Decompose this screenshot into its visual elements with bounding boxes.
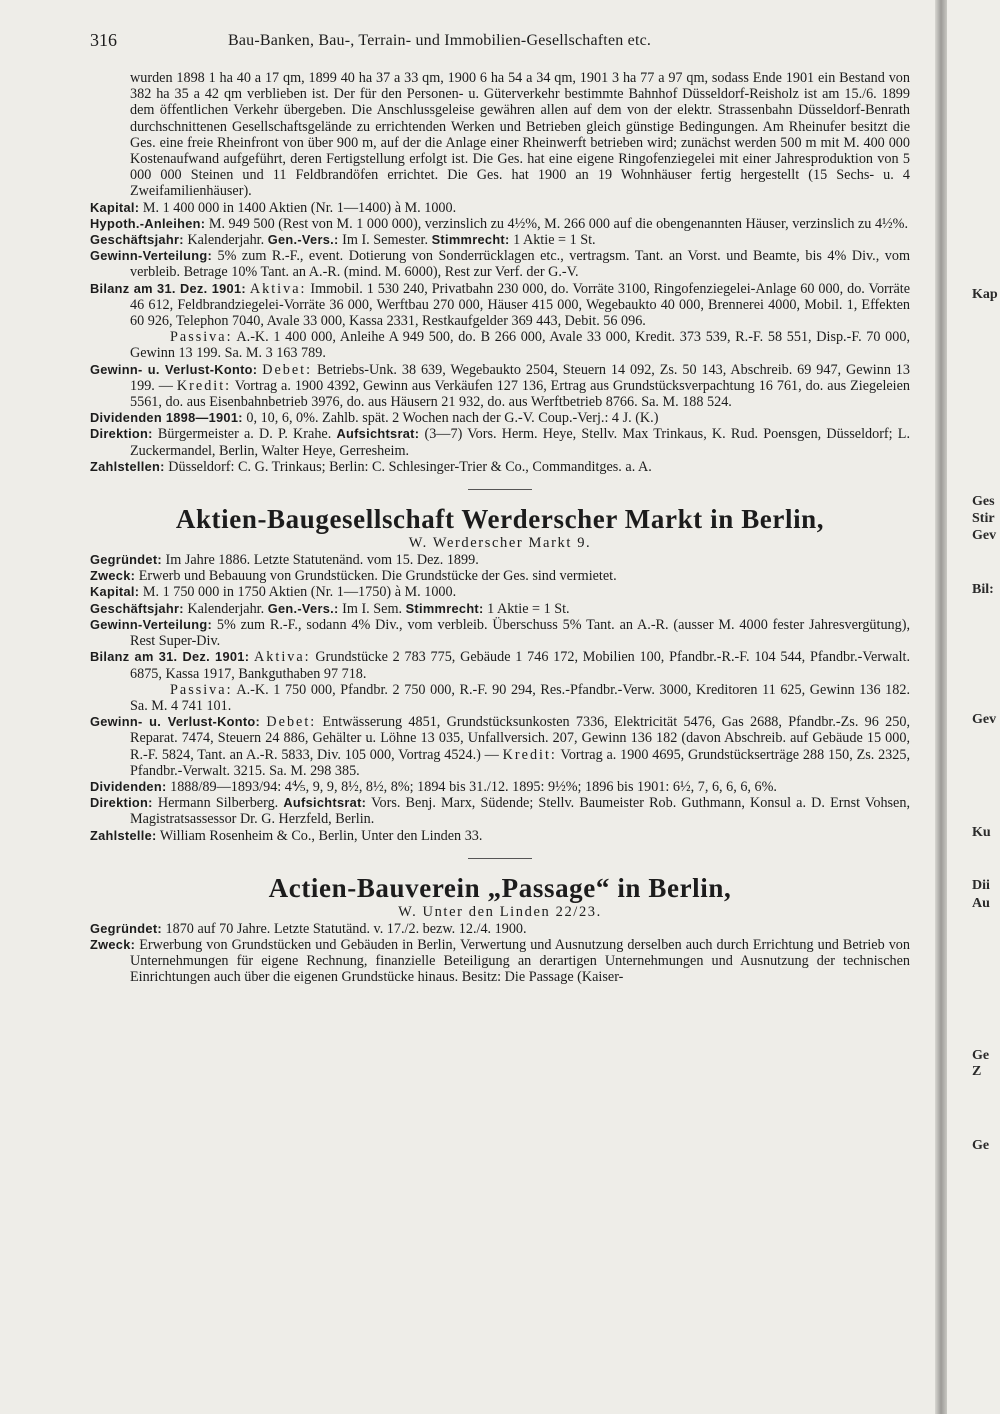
kapital-line	[90, 200, 910, 216]
kredit-text: Vortrag a. 1900 4392, Gewinn aus Verkäufen 127 136, Ertrag aus Grundstücksverpachtung 16 761, do. aus Ziegeleien 5561, do. aus Eisenbahnbetrieb 3976, do. aus Häusern 21 932, do. aus Werftbetrieb 8766. Sa. M. 188 524.	[130, 377, 911, 411]
gegruendet-line	[90, 552, 910, 568]
entry-passage	[90, 873, 910, 986]
bilanz-label: Bilanz am 31. Dez. 1901:	[90, 649, 250, 665]
intro-paragraph: wurden 1898 1 ha 40 a 17 qm, 1899 40 ha 37 a 33 qm, 1900 6 ha 54 a 34 qm, 1901 3 ha 77 a 97 qm, sodass Ende 1901 ein Bestand von 382 ha 35 a 42 qm verblieben ist. Der für den Personen- u. Güterverkehr bestimmte Bahnhof Düsseldorf-Reisholz ist am 15./6. 1899 dem öffentlichen Verkehr übergeben. Die Anschlussgeleise gewähren allen auf dem von der elektr. Strassenbahn Düsseldorf-Benrath durchschnittenen Gesellschaftsgelände zu errichtenden Werken und Betrieben gleich günstige Bedingungen. Am Rheinufer besitzt die Ges. eine freie Rheinfront von über 900 m, auf der die Anlage einer Rheinwerft betrieben wird; zunächst werden 500 m mit M. 400 000 Kostenaufwand aufgeführt, deren Fertigstellung erfolgt ist. Die Ges. hat eine eigene Ringofenziegelei mit einer Jahresproduktion von 5 000 000 Steinen und 11 Feldbrandöfen errichtet. Die Ges. hat 1900 an 19 Wohnhäuser fertig hergestellt (15 Sechs- u. 4 Zweifamilienhäuser).	[130, 70, 910, 200]
bilanz-line	[90, 649, 910, 681]
next-page-fragment: Kap	[972, 287, 998, 302]
page-number: 316	[90, 30, 117, 50]
company-title: Aktien-Baugesellschaft Werderscher Markt in Berlin,	[175, 504, 825, 535]
entry-werderscher-markt	[90, 504, 910, 844]
geschaeftsjahr-line	[90, 601, 910, 617]
zweck-text: Erwerbung von Grundstücken und Gebäuden in Berlin, Verwertung und Ausnutzung derselben auch durch Errichtung und Betrieb von Unternehmungen für eigene Rechnung, finanzielle Beteiligung an derartigen Unternehmungen und Ausnutzung der technischen Einrichtungen auch über die eigenen Grundstücke hinaus. Besitz: Die Passage (Kaiser-	[130, 936, 910, 986]
dividenden-line	[90, 779, 910, 795]
next-page-edge	[947, 0, 1000, 1414]
next-page-fragment: Bil:	[972, 582, 994, 597]
zweck-label: Zweck:	[90, 568, 136, 584]
gewinn-text: 5% zum R.-F., event. Dotierung von Sonderrücklagen etc., vertragsm. Tant. an Vorst. und Beamte, bis 4% Div., vom verbleib. Betrage 10% Tant. an A.-R. (mind. M. 6000), Rest zur Verf. der G.-V.	[130, 248, 910, 281]
company-address: W. Werderscher Markt 9.	[408, 535, 592, 552]
direktion-text: Bürgermeister a. D. P. Krahe.	[157, 426, 332, 443]
gegruendet-line	[90, 921, 910, 937]
zahl-label: Zahlstellen:	[90, 458, 165, 474]
zahl-label: Zahlstelle:	[90, 827, 157, 843]
zweck-line	[90, 937, 910, 986]
page-content	[90, 70, 910, 986]
company-address: W. Unter den Linden 22/23.	[398, 903, 602, 920]
bilanz-label: Bilanz am 31. Dez. 1901:	[90, 280, 246, 296]
kapital-label: Kapital:	[90, 584, 140, 600]
passiva-label: Passiva:	[170, 681, 233, 698]
debet-text: Betriebs-Unk. 38 639, Wegebaukto 2504, Steuern 14 092, Zs. 50 143, Abschreib. 69 947, Gewinn 13 199. —	[130, 361, 910, 394]
stimm-label: Stimmrecht:	[431, 232, 510, 248]
direktion-label: Direktion:	[90, 795, 153, 811]
stimm-text: 1 Aktie = 1 St.	[487, 600, 570, 617]
entry-continued	[90, 70, 910, 475]
aktiva-label: Aktiva:	[254, 649, 311, 666]
gewinn-label: Gewinn-Verteilung:	[90, 616, 213, 632]
zahlstellen-line	[90, 459, 910, 475]
zweck-text: Erwerb und Bebauung von Grundstücken. Die Grundstücke der Ges. sind vermietet.	[138, 568, 617, 585]
next-page-fragment: Au	[972, 896, 990, 911]
gj-text: Kalenderjahr.	[187, 232, 265, 249]
direktion-text: Hermann Silberberg.	[157, 795, 279, 812]
gj-label: Geschäftsjahr:	[90, 232, 184, 248]
gewinn-verteilung-line	[90, 248, 910, 280]
aktiva-text: Immobil. 1 530 240, Privatbahn 230 000, do. Vorräte 3100, Ringofenziegelei-Anlage 60 000, do. Vorräte 46 612, Feldbrandziegelei-Vorräte 36 000, Werftbau 270 000, Häuser 415 000, Wegebaukto 40 000, Brennerei 4000, Mobil. 1, Effekten 60 926, Telephon 7040, Avale 33 000, Kassa 2331, Restkaufgelder 369 443, Debit. 56 096.	[130, 280, 911, 330]
passiva-text: A.-K. 1 750 000, Pfandbr. 2 750 000, R.-F. 90 294, Res.-Pfandbr.-Verw. 3000, Kreditoren 11 625, Gewinn 136 182. Sa. M. 4 741 101.	[130, 681, 910, 714]
next-page-fragment: Gev	[972, 712, 997, 727]
section-divider	[468, 858, 532, 859]
gj-text: Kalenderjahr.	[187, 600, 265, 617]
div-text: 0, 10, 6, 0%. Zahlb. spät. 2 Wochen nach der G.-V. Coup.-Verj.: 4 J. (K.)	[246, 410, 659, 427]
direktion-label: Direktion:	[90, 426, 153, 442]
passiva-line	[90, 682, 910, 714]
stimm-text: 1 Aktie = 1 St.	[513, 232, 596, 249]
book-gutter	[935, 0, 947, 1414]
next-page-fragment: Ge	[972, 1048, 990, 1063]
guv-label: Gewinn- u. Verlust-Konto:	[90, 714, 261, 730]
passiva-label: Passiva:	[170, 329, 233, 346]
debet-label: Debet:	[262, 361, 313, 378]
stimm-label: Stimmrecht:	[405, 600, 484, 616]
zweck-label: Zweck:	[90, 936, 136, 952]
gewinn-verteilung-line	[90, 617, 910, 649]
gegr-text: Im Jahre 1886. Letzte Statutenänd. vom 15. Dez. 1899.	[165, 552, 479, 569]
ar-label: Aufsichtsrat:	[283, 795, 367, 811]
hypoth-label: Hypoth.-Anleihen:	[90, 215, 206, 231]
div-text: 1888/89—1893/94: 4⅘, 9, 9, 8½, 8½, 8%; 1894 bis 31./12. 1895: 9½%; 1896 bis 1901: 6½, 7, 6, 6, 6, 6%.	[170, 778, 777, 795]
direktion-line	[90, 426, 910, 458]
debet-text: Entwässerung 4851, Grundstücksunkosten 7336, Elektricität 5476, Gas 2688, Pfandbr.-Zs. 96 250, Reparat. 7474, Steuern 24 886, Gehälter u. Löhne 13 035, Unfallversich. 207, Gewinn 136 182 (davon Abschreib. auf Gebäude 15 000, R.-F. 5824, Tant. an A.-R. 5833, Div. 105 000, Vortrag 4524.) —	[130, 714, 910, 763]
bilanz-line	[90, 281, 910, 330]
kapital-label: Kapital:	[90, 199, 140, 215]
gegr-label: Gegründet:	[90, 920, 162, 936]
guv-line	[90, 362, 910, 411]
gv-label: Gen.-Vers.:	[267, 600, 339, 616]
aktiva-label: Aktiva:	[249, 280, 307, 297]
passiva-line	[90, 329, 910, 361]
next-page-fragment: Z	[972, 1064, 982, 1079]
dividenden-line	[90, 410, 910, 426]
passiva-text: A.-K. 1 400 000, Anleihe A 949 500, do. B 266 000, Avale 33 000, Kredit. 373 539, R.-F. 58 551, Disp.-F. 70 000, Gewinn 13 199. Sa. M. 3 163 789.	[130, 329, 910, 362]
ar-text: (3—7) Vors. Herm. Heye, Stellv. Max Trinkaus, K. Rud. Poensgen, Düsseldorf; L. Zuckermandel, Berlin, Walter Heye, Gerresheim.	[130, 426, 910, 459]
kapital-text: M. 1 400 000 in 1400 Aktien (Nr. 1—1400) à M. 1000.	[142, 199, 457, 216]
next-page-fragment: Stir	[972, 511, 995, 526]
guv-line	[90, 714, 910, 779]
gv-label: Gen.-Vers.:	[267, 232, 339, 248]
hypoth-text: M. 949 500 (Rest von M. 1 000 000), verzinslich zu 4½%, M. 266 000 auf die obengenannten Häuser, verzinslich zu 4½%.	[208, 215, 909, 232]
gewinn-label: Gewinn-Verteilung:	[90, 248, 213, 264]
div-label: Dividenden:	[90, 778, 167, 794]
geschaeftsjahr-line	[90, 232, 910, 248]
gegr-text: 1870 auf 70 Jahre. Letzte Statutänd. v. 17./2. bezw. 12./4. 1900.	[165, 920, 527, 937]
next-page-fragment: Ku	[972, 825, 991, 840]
next-page-fragment: Ge	[972, 1138, 990, 1153]
div-label: Dividenden 1898—1901:	[90, 410, 243, 426]
debet-label: Debet:	[266, 714, 317, 731]
next-page-fragment: Ges	[972, 494, 995, 509]
kredit-label: Kredit:	[176, 377, 232, 394]
kredit-text: Vortrag a. 1900 4695, Grundstückserträge 288 150, Zs. 2325, Pfandbr.-Verwalt. 3215. Sa. M. 298 385.	[130, 746, 911, 779]
ar-label: Aufsichtsrat:	[336, 426, 420, 442]
guv-label: Gewinn- u. Verlust-Konto:	[90, 361, 258, 377]
gewinn-text: 5% zum R.-F., sodann 4% Div., vom verbleib. Überschuss 5% Tant. an A.-R. (ausser M. 4000 fester Jahresvergütung), Rest Super-Div.	[130, 616, 911, 650]
gj-label: Geschäftsjahr:	[90, 600, 184, 616]
zahl-text: Düsseldorf: C. G. Trinkaus; Berlin: C. Schlesinger-Trier & Co., Commanditges. a. A.	[168, 458, 652, 475]
direktion-line	[90, 795, 910, 827]
zweck-line	[90, 568, 910, 584]
kredit-label: Kredit:	[502, 746, 557, 763]
gegr-label: Gegründet:	[90, 552, 162, 568]
page-header	[90, 30, 835, 52]
zahlstelle-line	[90, 828, 910, 844]
gv-text: Im I. Semester.	[342, 232, 429, 249]
kapital-text: M. 1 750 000 in 1750 Aktien (Nr. 1—1750) à M. 1000.	[142, 584, 457, 601]
aktiva-text: Grundstücke 2 783 775, Gebäude 1 746 172, Mobilien 100, Pfandbr.-R.-F. 104 544, Pfandbr.-Verwalt. 6875, Kassa 1917, Bankguthaben 97 718.	[130, 649, 911, 682]
section-divider	[468, 489, 532, 490]
kapital-line	[90, 584, 910, 600]
gv-text: Im I. Sem.	[342, 600, 403, 617]
hypoth-line	[90, 216, 910, 232]
next-page-fragment: Gev	[972, 528, 997, 543]
next-page-fragment: Dii	[972, 878, 990, 893]
running-title: Bau-Banken, Bau-, Terrain- und Immobilien-Gesellschaften etc.	[228, 32, 652, 49]
ar-text: Vors. Benj. Marx, Südende; Stellv. Baumeister Rob. Guthmann, Konsul a. D. Ernst Vohsen, Magistratsassessor Dr. G. Herzfeld, Berlin.	[130, 795, 910, 828]
company-title: Actien-Bauverein „Passage“ in Berlin,	[268, 872, 732, 903]
zahl-text: William Rosenheim & Co., Berlin, Unter den Linden 33.	[159, 827, 483, 844]
